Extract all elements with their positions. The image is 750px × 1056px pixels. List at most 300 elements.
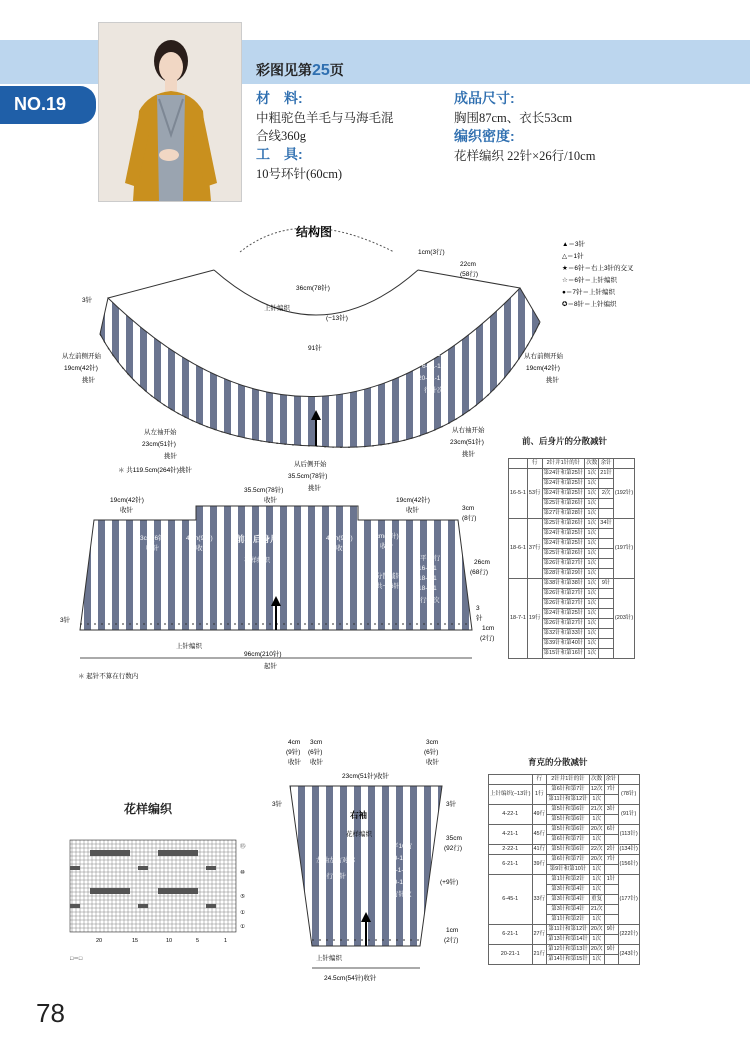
table-cell: 1次 [585, 599, 599, 609]
materials-line2: 合线360g [256, 129, 307, 143]
table-cell [604, 885, 618, 895]
left-sleeve-pick: 挑针 [164, 453, 177, 460]
table-header-cell: 次数 [589, 775, 604, 785]
table-cell: 第15针和第16针 [542, 649, 585, 659]
table-cell: 第38针和第38针 [542, 579, 585, 589]
sleeve-top-l2: (9针) [286, 749, 301, 756]
sleeve-row: 行针次 [392, 891, 412, 898]
table-header-cell: 余针 [604, 775, 618, 785]
table-cell: 1次 [585, 649, 599, 659]
body-dec-total: 共−16针 [376, 583, 401, 590]
table-cell [604, 905, 618, 915]
back-start: 从后侧开始 [294, 461, 327, 468]
table-row [489, 875, 640, 885]
yoke-row: 6-45-1 [422, 351, 441, 358]
table-cell: 第6针和第7针 [547, 855, 590, 865]
table-cell: 34针 [599, 519, 614, 529]
chart-row-label: ⑩ [240, 870, 245, 876]
table-cell: (91针) [618, 805, 639, 825]
yoke-side-rows: (58行) [460, 271, 479, 278]
table-cell: 1次 [585, 569, 599, 579]
body-mid-top: 35.5cm(78针) [244, 487, 284, 494]
body-st3-left: 3针 [60, 617, 71, 624]
table-cell: 第5针和第6针 [547, 825, 590, 835]
table-cell: 2-22-1 [489, 845, 533, 855]
table-cell: (134针) [618, 845, 639, 855]
legend-item: ☆＝6针＝上针编织 [562, 277, 617, 284]
page-number: 78 [36, 998, 65, 1028]
yoke-dec13: (−13针) [326, 315, 348, 322]
body-rib-rows: (2行) [480, 635, 495, 642]
yoke-top-width: 36cm(78针) [296, 285, 330, 292]
sleeve-top-r1: 3cm [426, 739, 439, 746]
sleeve-diagram [270, 736, 480, 986]
table-header-cell [613, 459, 634, 469]
yoke-decrease-table [488, 774, 640, 965]
right-front-pick: 挑针 [546, 377, 559, 384]
body-st3-right-unit: 针 [476, 615, 483, 622]
sleeve-top-l6: 收针 [310, 759, 323, 766]
left-sleeve-start: 从左袖开始 [144, 429, 177, 436]
table-cell: 1次 [585, 489, 599, 499]
body-height: 26cm [474, 559, 490, 566]
sleeve-row: 平10行 [392, 843, 413, 850]
body-side-row: 行针次 [420, 597, 440, 604]
chart-col-label: 1 [224, 938, 228, 944]
table-cell: 6针 [604, 825, 618, 835]
right-front-width: 19cm(42针) [526, 365, 560, 372]
body-cast-on: 起针 [264, 663, 277, 670]
left-front-start: 从左前侧开始 [62, 353, 101, 360]
table-cell: 第1针和第2针 [547, 915, 590, 925]
table-cell: 第11针和第12针 [547, 795, 590, 805]
sleeve-row: 10-1-1 [390, 879, 409, 886]
table-cell: 第13针和第14针 [547, 935, 590, 945]
table-header-cell [489, 775, 533, 785]
table-cell: 第24针和第25针 [542, 609, 585, 619]
table-cell: 第3针和第4针 [547, 905, 590, 915]
left-sleeve-width: 23cm(51针) [142, 441, 176, 448]
yoke-total: ＊ 共119.5cm(264针)挑针 [118, 467, 192, 474]
table-cell [604, 795, 618, 805]
table-cell: 1次 [585, 609, 599, 619]
table-cell: 第5针和第6针 [547, 845, 590, 855]
table-header-row [489, 775, 640, 785]
body-right-dec2-bo: 收针 [380, 543, 393, 550]
table-cell: 20次 [589, 925, 604, 935]
yoke-row: 6-21-1 [422, 363, 441, 370]
table-cell: 第3针和第4针 [547, 895, 590, 905]
materials-line1: 中粗驼色羊毛与马海毛混 [256, 111, 394, 125]
table-header-row [509, 459, 635, 469]
table-cell: 1行 [532, 785, 547, 805]
body-top-rows2: (8行) [462, 515, 477, 522]
table-row [489, 785, 640, 795]
table-cell: 1次 [589, 795, 604, 805]
body-left-dec2-bo: 收针 [196, 545, 209, 552]
table-row [489, 855, 640, 865]
sleeve-top-mid: 23cm(51针)收针 [342, 773, 389, 780]
table-cell: 33行 [532, 875, 547, 925]
table-cell: 7针 [604, 785, 618, 795]
table-cell: 41行 [532, 845, 547, 855]
table-cell: 1次 [589, 865, 604, 875]
table-cell [599, 619, 614, 629]
table-cell: 1次 [585, 519, 599, 529]
table-cell: 1次 [585, 469, 599, 479]
table-cell: 第24针和第25针 [542, 469, 585, 479]
table-cell: 第12针和第13针 [547, 945, 590, 955]
table-cell: 1次 [585, 639, 599, 649]
left-front-pick: 挑针 [82, 377, 95, 384]
body-side-row: 18-6-1 [418, 575, 437, 582]
table-header-cell: 余针 [599, 459, 614, 469]
table-cell [599, 629, 614, 639]
table-cell [604, 955, 618, 965]
table-cell: 1次 [589, 955, 604, 965]
body-mid-top-bo: 收针 [264, 497, 277, 504]
table-cell [599, 569, 614, 579]
sleeve-rib: 上针编织 [316, 955, 342, 962]
table-cell: 重复 [589, 895, 604, 905]
table-cell: 1次 [585, 479, 599, 489]
yoke-row: 20-21-1 [418, 375, 441, 382]
table-cell: 第3针和第4针 [547, 885, 590, 895]
table-cell: 第5针和第6针 [547, 815, 590, 825]
table-cell: 1次 [589, 815, 604, 825]
legend-item: ●＝7针＝上针编织 [562, 289, 616, 296]
table-cell: 7针 [604, 855, 618, 865]
structure-title: 结构图 [296, 225, 333, 239]
table-cell [599, 589, 614, 599]
body-piece [80, 505, 475, 630]
sleeve-top-l1: 4cm [288, 739, 301, 746]
table-header-cell [618, 775, 639, 785]
table-cell: 4-21-1 [489, 825, 533, 845]
table-cell: 18-7-1 [509, 579, 528, 659]
table-cell [604, 815, 618, 825]
table-cell: 1针 [604, 875, 618, 885]
body-right-top-bo: 收针 [406, 507, 419, 514]
yoke-piece [100, 270, 540, 447]
yoke-pattern: 花样编织 [204, 357, 230, 364]
table-cell: 1次 [589, 885, 604, 895]
table-cell: 第14针和第15针 [547, 955, 590, 965]
color-ref-page: 25 [312, 62, 330, 79]
body-side-row: 16-5-1 [418, 565, 437, 572]
legend-item: △＝1针 [562, 253, 584, 260]
right-front-start: 从右前侧开始 [524, 353, 563, 360]
yoke-top-inner: 1cm(3行) [418, 249, 445, 256]
table-cell [599, 539, 614, 549]
table-cell: 第26针和第27针 [542, 589, 585, 599]
table-row [509, 469, 635, 479]
sleeve-top-r3: 收针 [426, 759, 439, 766]
table-cell: (197针) [613, 519, 634, 579]
left-front-width: 19cm(42针) [64, 365, 98, 372]
color-ref-suffix: 页 [329, 62, 344, 78]
table-cell: 第26针和第27针 [542, 619, 585, 629]
table-row [489, 945, 640, 955]
table-cell: 2次 [599, 489, 614, 499]
table-cell: 第27针和第28针 [542, 509, 585, 519]
table-row [509, 519, 635, 529]
table-cell [599, 559, 614, 569]
model-illustration [99, 23, 241, 201]
table-cell: 9针 [599, 579, 614, 589]
yoke-st91: 91针 [308, 345, 322, 352]
table-cell: 4-22-1 [489, 805, 533, 825]
size-label: 成品尺寸: [454, 90, 515, 106]
body-name: 前、后身片 [236, 534, 279, 544]
table-cell: 第6针和第7针 [547, 835, 590, 845]
materials-label: 材 料: [256, 90, 303, 106]
body-left-dec: 3cm(6针) [140, 535, 167, 542]
table-cell [604, 935, 618, 945]
yoke-dec-total: 共−173针 [352, 377, 380, 384]
table-cell: 1次 [585, 509, 599, 519]
table-cell: 第24针和第25针 [542, 489, 585, 499]
table-cell: 20次 [589, 945, 604, 955]
table-cell: 27行 [532, 925, 547, 945]
table-cell [599, 529, 614, 539]
table-cell: 2针 [604, 845, 618, 855]
yoke-rib: 上针编织 [264, 305, 290, 312]
body-decrease-table [508, 458, 635, 659]
table-cell: (192针) [613, 469, 634, 519]
table-cell [599, 599, 614, 609]
table-cell: 上针编织(−13针) [489, 785, 533, 805]
table-cell: 20次 [589, 855, 604, 865]
pattern-number-tab [0, 86, 96, 124]
table-cell: 12次 [589, 785, 604, 795]
body-right-dec2: 3cm(6针) [372, 533, 399, 540]
table-cell: 20-21-1 [489, 945, 533, 965]
table-cell: 1次 [589, 935, 604, 945]
table-cell: 第24针和第25针 [542, 479, 585, 489]
chart-row-label: ① [240, 910, 245, 916]
gauge-value: 花样编织 22针×26行/10cm [454, 149, 596, 163]
table-cell: (222针) [618, 925, 639, 945]
table-row [489, 925, 640, 935]
table-cell: 19行 [527, 579, 542, 659]
table-cell: 1次 [585, 629, 599, 639]
yoke-st3: 3针 [82, 297, 93, 304]
table-cell: 45行 [532, 825, 547, 845]
color-reference [256, 60, 344, 80]
color-ref-prefix: 彩图见第 [256, 62, 312, 78]
table-cell: 21次 [589, 905, 604, 915]
chart-row-label: ① [240, 924, 245, 930]
table-cell: 第11针和第12针 [547, 925, 590, 935]
table-cell: (78针) [618, 785, 639, 805]
table-cell [599, 509, 614, 519]
body-rib-height: 1cm [482, 625, 495, 632]
sleeve-top-l5: (6针) [308, 749, 323, 756]
tools-value: 10号环针(60cm) [256, 167, 343, 181]
sleeve-bottom: 24.5cm(54针)收针 [324, 975, 377, 982]
yoke-table-title: 育克的分散减针 [528, 757, 588, 767]
table-cell: 1次 [585, 619, 599, 629]
table-cell: 16-5-1 [509, 469, 528, 519]
table-cell: 9针 [604, 925, 618, 935]
table-cell: 第25针和第26针 [542, 519, 585, 529]
yoke-side-depth: 22cm [460, 261, 476, 268]
table-cell: 1次 [585, 499, 599, 509]
table-cell: (177针) [618, 875, 639, 925]
table-cell: 1次 [585, 579, 599, 589]
table-cell: 第25针和第26针 [542, 549, 585, 559]
legend-item: ▲＝3针 [562, 241, 586, 248]
table-cell: 第9针和第10针 [547, 865, 590, 875]
table-cell: 第26针和第27针 [542, 599, 585, 609]
table-cell: 6-21-1 [489, 855, 533, 875]
body-pattern: 花样编织 [244, 557, 270, 564]
chart-row-label: ⑤ [240, 894, 245, 900]
body-table-title: 前、后身片的分散减针 [522, 436, 608, 446]
structure-diagram [0, 210, 750, 690]
chart-legend: □＝□ [70, 956, 83, 962]
table-cell: 第6针和第7针 [547, 785, 590, 795]
sleeve-note2: 进行收针 [320, 873, 346, 880]
sleeve-st3-left: 3针 [272, 801, 283, 808]
table-cell: 20次 [589, 825, 604, 835]
table-cell: 21次 [589, 805, 604, 815]
table-cell: 第39针和第40针 [542, 639, 585, 649]
sleeve-rib-height: 1cm [446, 927, 459, 934]
tools-label: 工 具: [256, 146, 303, 162]
back-width: 35.5cm(78针) [288, 473, 328, 480]
table-cell: 1次 [589, 915, 604, 925]
gauge-label: 编织密度: [454, 128, 515, 144]
table-cell: 21行 [532, 945, 547, 965]
table-cell: 1次 [585, 539, 599, 549]
body-left-dec2: 4cm(9针) [186, 535, 213, 542]
table-cell: (113针) [618, 825, 639, 845]
sleeve-note1: 左袖左右对称 [316, 857, 355, 864]
table-header-cell: 2针并1针的针 [547, 775, 590, 785]
table-cell: (243针) [618, 945, 639, 965]
yoke-row: 行针次 [424, 387, 444, 394]
table-cell: 1次 [589, 875, 604, 885]
sleeve-rib-rows: (2行) [444, 937, 459, 944]
symbol-legend [562, 239, 634, 308]
body-top-rows: 3cm [462, 505, 475, 512]
body-left-top: 19cm(42针) [110, 497, 144, 504]
table-cell: 第28针和第29针 [542, 569, 585, 579]
table-cell: 第25针和第26针 [542, 499, 585, 509]
yoke-row: 2-2-1 [420, 303, 436, 310]
pattern-title: 花样编织 [124, 802, 173, 816]
table-cell: 22次 [589, 845, 604, 855]
body-left-dec-bo: 收针 [146, 545, 159, 552]
table-cell: (156针) [618, 855, 639, 875]
yoke-row: 6-5-1 [422, 339, 438, 346]
chart-col-label: 10 [166, 938, 173, 944]
table-cell: 9针 [604, 945, 618, 955]
legend-item: ★＝6针＝右上3针的交叉 [562, 265, 634, 272]
table-header-cell: 2针并1针的针 [542, 459, 585, 469]
table-cell: 39行 [532, 855, 547, 875]
body-side-row: 18-7-1 [418, 585, 437, 592]
body-rib: 上针编织 [176, 643, 202, 650]
table-cell: 1次 [585, 559, 599, 569]
stitch-chart [60, 836, 270, 966]
table-cell [599, 649, 614, 659]
table-cell: 第1针和第2针 [547, 875, 590, 885]
body-st3-right: 3 [476, 605, 480, 612]
sleeve-row: 8-1-4 [392, 867, 408, 874]
table-cell [599, 609, 614, 619]
table-cell [599, 479, 614, 489]
body-height-rows: (68行) [470, 569, 489, 576]
table-cell: 1次 [585, 549, 599, 559]
back-pick: 挑针 [308, 485, 321, 492]
table-cell [599, 639, 614, 649]
table-cell [599, 499, 614, 509]
chart-col-label: 5 [196, 938, 200, 944]
legend-item: ✪＝8针＝上针编织 [562, 301, 617, 308]
sleeve-st3-right: 3针 [446, 801, 457, 808]
table-cell: 第32针和第33针 [542, 629, 585, 639]
table-cell: 6-21-1 [489, 925, 533, 945]
table-row [489, 825, 640, 835]
sleeve-height: 35cm [446, 835, 462, 842]
body-dec-group: 分散减针 [376, 573, 402, 580]
table-header-cell: 行 [527, 459, 542, 469]
yoke-row: 4-22-1 [420, 327, 439, 334]
chart-col-label: 20 [96, 938, 103, 944]
pattern-number: NO.19 [14, 94, 67, 114]
table-header-cell: 次数 [585, 459, 599, 469]
table-cell [604, 835, 618, 845]
size-value: 胸围87cm、衣长53cm [454, 111, 573, 125]
model-photo [98, 22, 242, 202]
yoke-name: 育克 [210, 340, 229, 350]
body-note: ＊ 起针不算在行数内 [78, 673, 139, 680]
table-cell [599, 549, 614, 559]
right-sleeve-width: 23cm(51针) [450, 439, 484, 446]
table-cell: 第26针和第27针 [542, 559, 585, 569]
sleeve-height-rows: (92行) [444, 845, 463, 852]
yoke-row: 4-21-1 [420, 315, 439, 322]
table-header-cell [509, 459, 528, 469]
table-header-cell: 行 [532, 775, 547, 785]
chart-col-label: 15 [132, 938, 139, 944]
table-cell: 1次 [589, 835, 604, 845]
body-right-dec-bo: 收针 [336, 545, 349, 552]
sleeve-top-l3: 收针 [288, 759, 301, 766]
table-cell [604, 865, 618, 875]
sleeve-pattern: 花样编织 [346, 831, 372, 838]
yoke-dec-group: 分散减针 [358, 367, 384, 374]
body-width: 96cm(210针) [244, 651, 282, 658]
body-left-top-bo: 收针 [120, 507, 133, 514]
body-right-dec: 4cm(9针) [326, 535, 353, 542]
table-cell: 53行 [527, 469, 542, 519]
table-cell [604, 915, 618, 925]
table-cell: 第24针和第25针 [542, 529, 585, 539]
table-cell: 18-6-1 [509, 519, 528, 579]
table-cell: 21针 [599, 469, 614, 479]
sleeve-name: 右袖 [350, 810, 368, 820]
right-sleeve-pick: 挑针 [462, 451, 475, 458]
right-sleeve-start: 从右袖开始 [452, 427, 485, 434]
table-cell: 6-45-1 [489, 875, 533, 925]
table-cell: 第24针和第25针 [542, 539, 585, 549]
table-cell: 49行 [532, 805, 547, 825]
table-cell: 第5针和第6针 [547, 805, 590, 815]
